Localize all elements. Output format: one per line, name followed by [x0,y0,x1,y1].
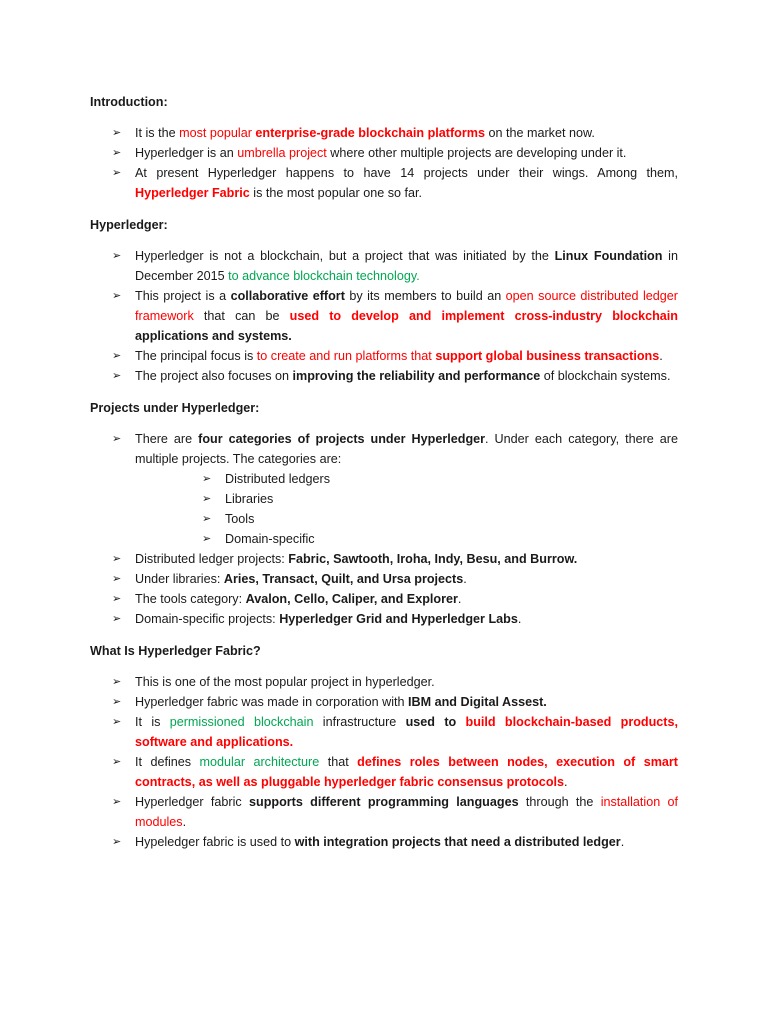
text-run: used to develop and implement cross-industry blockchain [289,309,678,323]
section [90,93,678,203]
section [90,642,678,852]
list-item [90,752,678,792]
text-run: Domain-specific projects: [135,612,280,626]
text-run: to create and run platforms that [256,349,436,363]
list-item [90,163,678,203]
text-run: At present Hyperledger happens to have 14 projects under their wings. Among them, [135,166,678,180]
text-run: applications and systems. [135,329,292,343]
arrow-bullet-icon: ➢ [112,676,122,688]
list-item [90,609,678,629]
text-run: It defines [135,755,200,769]
arrow-bullet-icon: ➢ [112,127,122,139]
sub-item-text: Tools [225,512,255,526]
text-run: . Under each category, there are multiple projects. The categories are: [135,432,678,466]
text-run: permissioned blockchain [169,715,314,729]
text-run: Fabric, Sawtooth, Iroha, Indy, Besu, and Burrow. [288,552,578,566]
list-item [90,712,678,752]
bullet-list [90,672,678,852]
text-run: supports different programming languages [249,795,519,809]
text-run: . [659,349,663,363]
text-run: There are [135,432,199,446]
arrow-bullet-icon: ➢ [112,573,122,585]
text-run: open source distributed ledger framework [135,289,678,323]
section-heading: Projects under Hyperledger: [90,401,260,415]
text-run: build blockchain-based products, software and applications. [135,715,679,749]
arrow-bullet-icon: ➢ [112,716,122,728]
text-run: umbrella project [237,146,327,160]
text-run: by its members to build an [344,289,506,303]
list-item [90,549,678,569]
list-item [90,246,678,286]
section-heading: Hyperledger: [90,218,168,232]
text-run: installation of modules [135,795,679,829]
arrow-bullet-icon: ➢ [112,433,122,445]
text-run: Hyperledger Fabric [135,186,250,200]
text-run: that can be [193,309,290,323]
arrow-bullet-icon: ➢ [112,147,122,159]
list-item [90,589,678,609]
text-run: infrastructure [313,715,406,729]
text-run: This is one of the most popular project in hyperledger. [135,675,435,689]
text-run: Linux Foundation [554,249,663,263]
arrow-bullet-icon: ➢ [202,533,212,545]
bullet-list [90,123,678,203]
arrow-bullet-icon: ➢ [112,250,122,262]
text-run: Aries, Transact, Quilt, and Ursa projects [223,572,464,586]
list-item [90,366,678,386]
text-run: through the [518,795,601,809]
arrow-bullet-icon: ➢ [112,796,122,808]
sub-list-item [90,489,678,509]
sub-item-text: Distributed ledgers [225,472,330,486]
text-run: . [517,612,522,626]
arrow-bullet-icon: ➢ [112,370,122,382]
arrow-bullet-icon: ➢ [112,290,122,302]
text-run: Hyperledger is an [135,146,238,160]
text-run: of blockchain systems. [540,369,671,383]
text-run: Avalon, Cello, Caliper, and Explorer [245,592,458,606]
list-item [90,832,678,852]
text-run: support global business transactions [435,349,660,363]
text-run: This project is a [135,289,231,303]
text-run: modular architecture [199,755,320,769]
text-run: IBM and Digital Assest. [408,695,547,709]
arrow-bullet-icon: ➢ [112,553,122,565]
text-run: on the market now. [484,126,595,140]
list-item [90,429,678,469]
text-run: enterprise-grade blockchain platforms [255,126,485,140]
text-run: It is [135,715,170,729]
section-heading: What Is Hyperledger Fabric? [90,644,261,658]
sub-item-text: Libraries [225,492,274,506]
list-item [90,143,678,163]
text-run: used to [405,715,457,729]
text-run: with integration projects that need a distributed ledger [294,835,621,849]
text-run: most popular [179,126,256,140]
text-run: defines roles between nodes, execution of smart contracts, as well as pluggable hyperledger fabric consensus protocols [135,755,678,789]
text-run: The project also focuses on [135,369,293,383]
arrow-bullet-icon: ➢ [112,350,122,362]
text-run: . [564,775,568,789]
text-run: in December 2015 [135,249,678,283]
arrow-bullet-icon: ➢ [112,167,122,179]
arrow-bullet-icon: ➢ [112,836,122,848]
text-run: It is the [135,126,180,140]
text-run: four categories of projects under Hyperledger [198,432,486,446]
text-run: . [463,572,467,586]
text-run: Under libraries: [135,572,224,586]
list-item [90,123,678,143]
text-run: Hyperledger fabric [135,795,249,809]
arrow-bullet-icon: ➢ [112,593,122,605]
text-run: The principal focus is [135,349,257,363]
text-run: improving the reliability and performance [292,369,541,383]
arrow-bullet-icon: ➢ [112,696,122,708]
text-run: to advance blockchain technology. [228,269,420,283]
list-item [90,672,678,692]
text-run: Hyperledger is not a blockchain, but a project that was initiated by the [135,249,555,263]
list-item [90,286,678,346]
text-run: Hypeledger fabric is used to [135,835,295,849]
text-run: The tools category: [135,592,246,606]
bullet-list [90,429,678,469]
sub-bullet-list [90,469,678,549]
text-run: collaborative effort [230,289,345,303]
text-run: Hyperledger Grid and Hyperledger Labs [279,612,518,626]
arrow-bullet-icon: ➢ [112,756,122,768]
sub-list-item [90,509,678,529]
bullet-list [90,246,678,386]
arrow-bullet-icon: ➢ [202,493,212,505]
list-item [90,792,678,832]
bullet-list [90,549,678,629]
section-heading: Introduction: [90,95,168,109]
arrow-bullet-icon: ➢ [202,513,212,525]
text-run: . [457,592,462,606]
sub-list-item [90,529,678,549]
text-run: . [182,815,187,829]
list-item [90,692,678,712]
document-body [90,93,678,865]
sub-item-text: Domain-specific [225,532,315,546]
text-run: where other multiple projects are developing under it. [326,146,627,160]
text-run: . [620,835,625,849]
list-item [90,346,678,366]
text-run: Distributed ledger projects: [135,552,289,566]
section [90,399,678,629]
text-run: that [319,755,358,769]
arrow-bullet-icon: ➢ [202,473,212,485]
section [90,216,678,386]
sub-list-item [90,469,678,489]
text-run: Hyperledger fabric was made in corporation with [135,695,408,709]
arrow-bullet-icon: ➢ [112,613,122,625]
text-run: is the most popular one so far. [249,186,423,200]
list-item [90,569,678,589]
